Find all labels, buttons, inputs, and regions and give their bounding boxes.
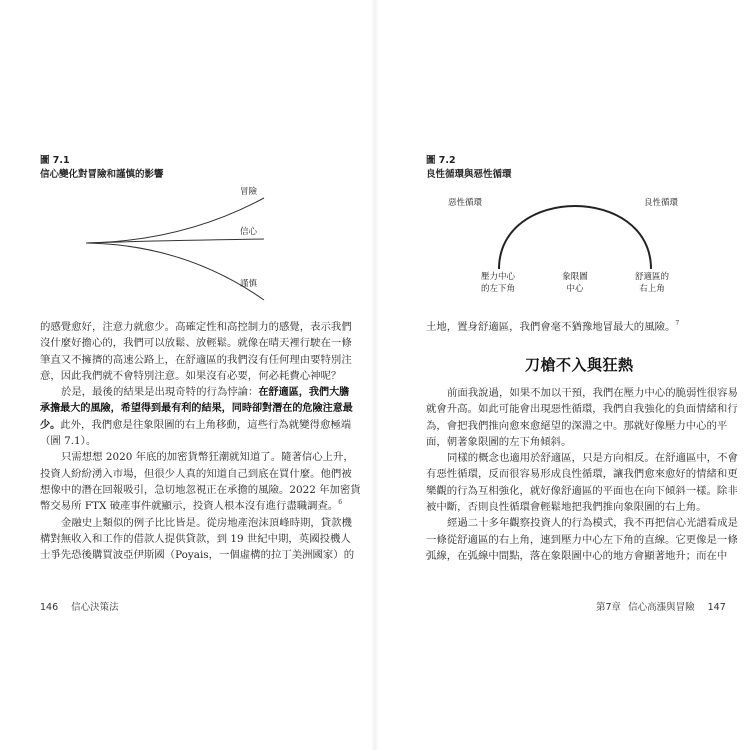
text-line: 同樣的概念也適用於舒適區，只是方向相反。在舒適區中，不會 xyxy=(447,452,738,465)
text-line: 弧線，在弧線中間點，落在象限圖中心的地方會顯著地升；而在中 xyxy=(426,549,728,562)
left-body-text xyxy=(40,319,361,563)
text-line: 樂觀的行為互相強化，就好像舒適區的平面也在向下傾斜一樣。除非 xyxy=(426,484,738,497)
text-line: 只需想想 2020 年底的加密貨幣狂潮就知道了。隨著信心上升， xyxy=(61,451,354,464)
book-title: 信心決策法 xyxy=(71,602,119,613)
bold-text: 少。 xyxy=(40,419,61,431)
footnote-ref: 7 xyxy=(675,320,680,327)
text-run: 土地，置身舒適區，我們會毫不猶豫地冒最大的風險。 xyxy=(426,321,676,333)
text-line xyxy=(40,417,361,433)
footnote-ref: 6 xyxy=(338,499,343,507)
right-body-text xyxy=(426,385,738,564)
text-line: 被中斷，否則良性循環會輕鬆地把我們推向象限圖的右上角。 xyxy=(426,501,707,514)
label-line: 壓力中心 xyxy=(480,272,516,282)
label-vicious-cycle: 惡性循環 xyxy=(448,198,483,208)
label-line: 的左下角 xyxy=(480,284,516,294)
bold-text: 在舒適區，我們大膽 xyxy=(258,387,350,399)
text-line: 投資人紛紛湧入市場，但很少人真的知道自己到底在買什麼。他們被 xyxy=(40,467,352,480)
text-line: 的感覺愈好，注意力就愈少。高確定性和高控制力的感覺，表示我們 xyxy=(40,321,352,333)
right-page xyxy=(375,0,750,750)
page-number: 147 xyxy=(707,602,726,613)
figure-7-1-number: 圖 7.1 xyxy=(40,155,70,166)
figure-7-2-caption: 良性循環與惡性循環 xyxy=(426,169,512,180)
text-line: 沒什麼好擔心的，我們可以放鬆、放輕鬆。就像在晴天裡行駛在一條 xyxy=(40,337,352,350)
text-line xyxy=(40,384,361,400)
text-line: 構對無收入和工作的借款人提供貸款，到 19 世紀中期，英國投機人 xyxy=(40,532,351,545)
text-line xyxy=(40,498,361,514)
label-confidence: 信心 xyxy=(240,227,258,237)
chapter-label: 第7章 xyxy=(596,602,622,613)
chapter-title: 信心高漲與冒險 xyxy=(628,602,695,613)
text-run: 。 xyxy=(85,435,97,448)
figure-7-1-curves xyxy=(80,182,280,312)
figure-7-1-caption: 信心變化對冒險和謹慎的影響 xyxy=(40,169,164,180)
label-caution: 謹慎 xyxy=(240,279,258,289)
label-virtuous-cycle: 良性循環 xyxy=(644,198,679,208)
text-line: 意，因此我們就不會特別注意。如果沒有必要，何必耗費心神呢？ xyxy=(40,369,342,382)
text-run: 於是，最後的結果是出現奇特的行為悖論： xyxy=(61,386,259,399)
label-line: 象限圖 xyxy=(562,272,588,282)
label-risk: 冒險 xyxy=(240,187,258,197)
text-line xyxy=(40,400,361,416)
text-line xyxy=(426,319,679,335)
left-folio xyxy=(40,599,129,613)
section-title: 刀槍不入與狂熱 xyxy=(525,356,634,374)
caution-curve xyxy=(86,243,264,300)
text-line: 經過二十多年觀察投資人的行為模式，我不再把信心光譜看成是 xyxy=(447,517,738,530)
page-number: 146 xyxy=(40,602,59,613)
label-quadrant-center xyxy=(562,271,588,295)
label-line: 舒適區的 xyxy=(634,272,670,282)
text-line: 筆直又不擁擠的高速公路上，在舒適區的我們沒有任何理由要特別注 xyxy=(40,353,352,366)
figure-7-1-diagram xyxy=(80,182,280,312)
label-line: 中心 xyxy=(566,284,584,294)
bold-text: 承擔最大的風險，希望得到最有利的結果，同時卻對潛在的危險注意最 xyxy=(40,403,353,415)
right-lead-line xyxy=(426,319,679,335)
text-line: 有惡性循環，反而很容易形成良性循環，讓我們愈來愈好的情緒和更 xyxy=(426,468,738,481)
text-line xyxy=(40,433,361,449)
confidence-line xyxy=(86,239,264,243)
text-line: 面，朝著象限圖的左下角傾斜。 xyxy=(426,435,572,448)
label-stress-corner xyxy=(481,271,515,295)
text-line: 就會升高。如此可能會出現惡性循環，我們自我強化的負面情緒和行 xyxy=(426,403,738,416)
text-line: 一條從舒適區的右上角，連到壓力中心左下角的直線。它更像是一條 xyxy=(426,533,738,546)
text-line: 為，會把我們推向愈來愈絕望的深淵之中。那就好像壓力中心的平 xyxy=(426,419,728,432)
figure-7-2-diagram xyxy=(426,185,706,305)
text-line: 前面我說過，如果不加以干預，我們在壓力中心的脆弱性很容易 xyxy=(447,387,738,399)
label-comfort-corner xyxy=(635,271,669,295)
label-line: 右上角 xyxy=(639,284,665,294)
right-folio xyxy=(596,599,736,613)
figure-7-2-number: 圖 7.2 xyxy=(426,155,456,166)
text-run: 幣交易所 FTX 破產事件就顯示，投資人根本沒有進行盡職調查。 xyxy=(40,500,339,513)
text-run: 此外，我們愈是往象限圖的右上角移動，這些行為就變得愈極端 xyxy=(60,418,352,431)
text-line: 金融史上類似的例子比比皆是。從房地產泡沫頂峰時期，貸款機 xyxy=(61,516,352,529)
text-run: （圖 7.1） xyxy=(40,435,86,448)
risk-curve xyxy=(86,198,264,243)
text-line: 士爭先恐後購買波亞伊斯國（Poyais，一個虛構的拉丁美洲國家）的 xyxy=(40,549,355,562)
virtuous-vicious-arc xyxy=(499,206,651,269)
text-line: 想像中的潛在回報吸引，急切地忽視正在承擔的風險。2022 年加密貨 xyxy=(40,483,361,496)
